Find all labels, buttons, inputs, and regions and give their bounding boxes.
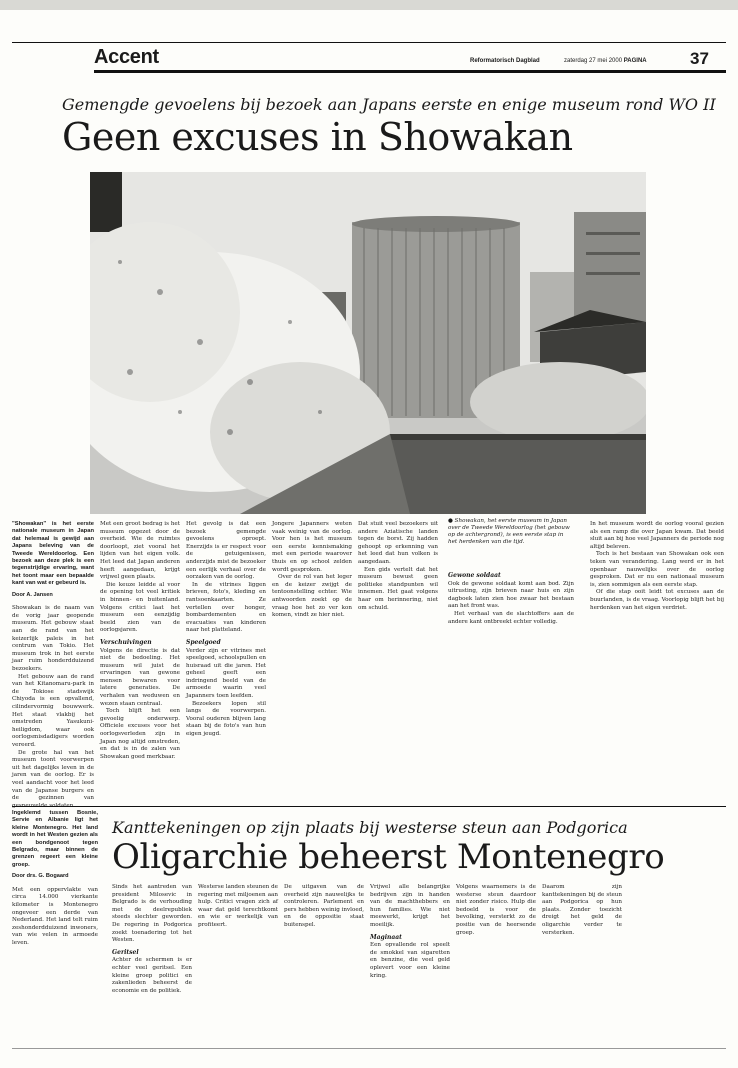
paragraph: Een opvallende rol speelt de smokkel van sigaretten en benzine, die veel geld oplevert voor een kleine kring. xyxy=(370,942,450,979)
subheading: Gewone soldaat xyxy=(448,572,501,579)
paragraph: In de vitrines liggen brieven, foto's, kleding en rantsoenkaarten. Ze vertellen over honger, bombardementen en evacuaties van kinderen naar het platteland. xyxy=(186,581,266,634)
paragraph: Die keuze leidde al voor de opening tot veel kritiek in binnen- en buitenland. Volgens critici laat het museum een eenzijdig beeld zien van de oorlogsjaren. xyxy=(100,581,180,634)
paragraph: Daarom zijn kanttekeningen bij de steun aan Podgorica op hun plaats. Zonder toezicht dreigt het geld de oligarchie verder te versterken. xyxy=(542,884,622,936)
date-text: zaterdag 27 mei 2000 xyxy=(564,58,623,64)
paragraph: Jongere Japanners weten vaak weinig van de oorlog. Voor hen is het museum een eerste kennismaking met een periode waarover thuis en op school zelden wordt gesproken. xyxy=(272,521,352,573)
page-label: PAGINA xyxy=(623,58,647,64)
paragraph: Of die stap ooit leidt tot excuses aan de buurlanden, is de vraag. Voorlopig blijft het bij herdenken van het eigen verdriet. xyxy=(590,589,724,611)
paragraph: Toch is het bestaan van Showakan ook een teken van verandering. Lang werd er in het openbaar nauwelijks over de oorlog gesproken. Dat er nu een nationaal museum is, zien sommigen als een eerste stap. xyxy=(590,551,724,588)
paragraph: Het gevolg is dat een bezoek gemengde gevoelens oproept. Enerzijds is er respect voor de getuigenissen, anderzijds mist de bezoeker een eerlijk verhaal over de oorzaken van de oorlog. xyxy=(186,521,266,581)
paragraph: Over de rol van het leger en de keizer zwijgt de tentoonstelling echter. Wie antwoorden zoekt op de vraag hoe het zo ver kon komen, vindt ze hier niet. xyxy=(272,574,352,619)
article2-column-6 xyxy=(456,884,536,937)
paragraph: Westerse landen steunen de regering met miljoenen aan hulp. Critici vragen zich af waar dat geld terechtkomt en wie er werkelijk van profiteert. xyxy=(198,884,278,928)
paragraph: Toch blijft het een gevoelig onderwerp. Officiele excuses voor het oorlogsverleden zijn in Japan nog altijd omstreden, en dat is in de zalen van Showakan goed merkbaar. xyxy=(100,708,180,760)
article1-column-2 xyxy=(100,521,180,761)
article2-author: Door drs. G. Bogaard xyxy=(12,873,69,880)
paragraph: Volgens waarnemers is de westerse steun daardoor niet zonder risico. Hulp die bedoeld is voor de bevolking, versterkt zo de positie van de heersende groep. xyxy=(456,884,536,936)
paper-name: Reformatorisch Dagblad xyxy=(470,58,540,64)
page-number: 37 xyxy=(690,49,709,68)
section-name: Accent xyxy=(94,46,159,68)
article2-column-4 xyxy=(284,884,364,930)
article1-column-5 xyxy=(358,521,438,612)
scan-edge xyxy=(0,0,738,10)
article1-column-3 xyxy=(186,521,266,739)
paragraph: Dat stuit veel bezoekers uit andere Aziatische landen tegen de borst. Zij hadden gehoopt op erkenning van het leed dat hun volken is aangedaan. xyxy=(358,521,438,565)
paragraph: Showakan is de naam van de vorig jaar geopende museum. Het gebouw staat aan de rand van het keizerlijk paleis in het centrum van Tokio. Het museum trok in het eerste jaar ruim honderdduizend bezoekers. xyxy=(12,605,94,672)
paragraph: Met een oppervlakte van circa 14.000 vierkante kilometer is Montenegro ongeveer een derde van Nederland. Het land telt ruim zeshonderdduizend inwoners, van wie velen in armoede leven. xyxy=(12,886,98,946)
article2-kicker: Kanttekeningen op zijn plaats bij westerse steun aan Podgorica xyxy=(112,818,628,837)
article2-column-3 xyxy=(198,884,278,930)
subheading: Maginaat xyxy=(370,933,402,941)
section-bar xyxy=(94,70,726,73)
paragraph: Ook de gewone soldaat komt aan bod. Zijn uitrusting, zijn brieven naar huis en zijn dagboek laten zien hoe zwaar het bestaan aan het front was. xyxy=(448,580,574,610)
page-bottom-rule xyxy=(12,1048,726,1049)
article2-column-2 xyxy=(112,884,192,995)
article1-column-1 xyxy=(12,521,94,810)
paragraph: Sinds het aantreden van president Milosevic in Belgrado is de verhouding met de deelrepubliek steeds slechter geworden. De regering in Podgorica zoekt toenadering tot het Westen. xyxy=(112,884,192,944)
paragraph: De grote hal van het museum toont voorwerpen uit het dagelijks leven in de jaren van de oorlog. Er is veel aandacht voor het leed van de Japanse burgers en de gezinnen van xyxy=(12,749,94,802)
caption-bullet: ● xyxy=(448,518,455,524)
article1-column-5b xyxy=(448,568,574,626)
article2-column-7 xyxy=(542,884,622,937)
paragraph: Vrijwel alle belangrijke bedrijven zijn in handen van de machthebbers en hun families. Wie niet meewerkt, krijgt het moeilijk. xyxy=(370,884,450,928)
subheading: Verschuivingen xyxy=(100,638,152,646)
paragraph: Volgens de directie is dat niet de bedoeling. Het museum wil juist de ervaringen van gewone mensen bewaren voor latere generaties. De verhalen van weduwen en wezen staan centraal. xyxy=(100,647,180,707)
paragraph: Met een groot bedrag is het museum opgezet door de overheid. Wie de ruimtes doorloopt, ziet vooral het lijden van het eigen volk. Het leed dat Japan anderen heeft aangedaan, krijgt vrijwel geen plaats. xyxy=(100,521,180,581)
paragraph: Verder zijn er vitrines met speelgoed, schoolspullen en huisraad uit die jaren. Het geheel geeft een indringend beeld van de armoede waarin veel Japanners toen leefden. xyxy=(186,647,266,700)
paragraph: Het gebouw aan de rand van het Kitanomaru-park in de Tokiose stadswijk Chiyoda is een opvallend, cilindervormig bouwwerk. Het staat vlakbij het omstreden Yasukuni-heiligdom, waar ook oorlogsmisdadigers worden vereerd. xyxy=(12,673,94,748)
article2-headline: Oligarchie beheerst Montenegro xyxy=(112,837,665,877)
article-separator xyxy=(12,806,726,807)
paragraph: Bezoekers lopen stil langs de voorwerpen. Vooral ouderen blijven lang staan bij de foto's van hun eigen jeugd. xyxy=(186,700,266,738)
subheading: Geritsel xyxy=(112,948,139,956)
article1-column-4 xyxy=(272,521,352,620)
article1-photo xyxy=(90,172,646,514)
subheading: Speelgoed xyxy=(186,638,221,646)
article1-kicker: Gemengde gevoelens bij bezoek aan Japans eerste en enige museum rond WO II xyxy=(62,95,716,114)
paragraph: De uitgaven van de overheid zijn nauwelijks te controleren. Parlement en pers hebben weinig invloed, en de oppositie staat buitenspel. xyxy=(284,884,364,928)
paragraph: In het museum wordt de oorlog vooral gezien als een ramp die over Japan kwam. Dat beeld sluit aan bij hoe veel Japanners de periode nog altijd beleven. xyxy=(590,521,724,550)
article1-headline: Geen excuses in Showakan xyxy=(62,115,573,159)
paragraph: Een gids vertelt dat het museum bewust geen politieke standpunten wil innemen. Het gaat volgens haar om herinnering, niet om schuld. xyxy=(358,566,438,611)
article1-caption xyxy=(448,518,574,546)
article2-lead: Ingeklemd tussen Bosnie, Servie en Albanie ligt het kleine Montenegro. Het land wordt in het Westen gezien als een bondgenoot tegen Belgrado, maar binnen de grenzen regeert een kleine groep. xyxy=(12,810,98,868)
article1-column-6 xyxy=(590,521,724,612)
paper-date xyxy=(564,58,647,64)
caption-text: Showakan, het eerste museum in Japan over de Tweede Wereldoorlog (het gebouw op de achtergrond), is een eerste stap in het herdenken van die tijd. xyxy=(448,518,570,545)
article2-column-5 xyxy=(370,884,450,980)
paragraph: Het verhaal van de slachtoffers aan de andere kant ontbreekt echter volledig. xyxy=(448,610,574,625)
masthead-rule xyxy=(12,42,726,43)
paragraph: Achter de schermen is er echter veel geritsel. Een kleine groep politici en zakenlieden beheerst de economie en de politiek. xyxy=(112,957,192,994)
article2-column-1 xyxy=(12,810,98,948)
article1-author: Door A. Jansen xyxy=(12,591,53,598)
article1-lead: "Showakan" is het eerste nationale museum in Japan dat helemaal is gewijd aan Japans beleving van de Tweede Wereldoorlog. Een bezoek aan deze plek is een tegenstrijdige ervaring, want het toont maar een bepaalde kant van wat er gebeurd is. xyxy=(12,521,94,587)
